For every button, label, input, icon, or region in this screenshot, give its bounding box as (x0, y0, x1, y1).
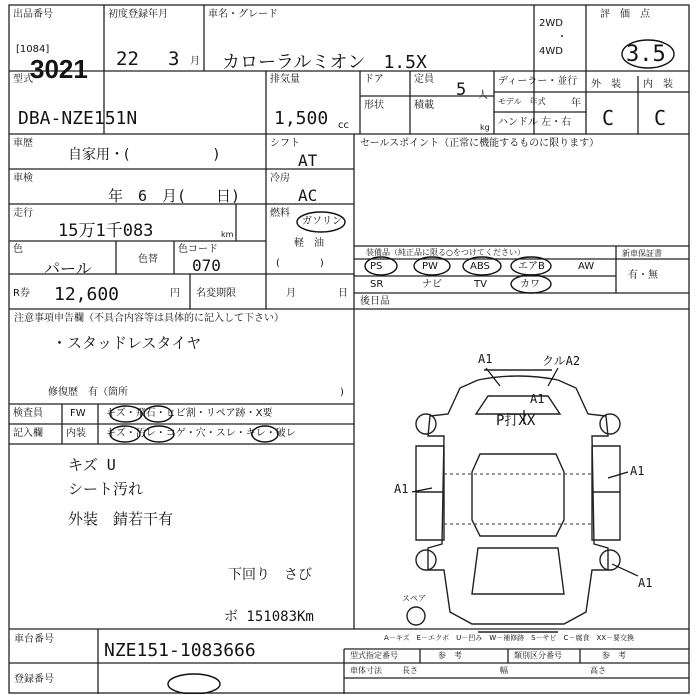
class-label: 類別区分番号 (514, 651, 562, 660)
dealer-label: ディーラー・並行 (498, 76, 578, 87)
notes-label: 注意事項申告欄（不具合内容等は具体的に記入して下さい） (14, 313, 284, 324)
fuel-gasoline: ガソリン (302, 216, 342, 227)
damage-a1-front: A1 (478, 352, 493, 366)
equip-leather: カワ (520, 279, 540, 290)
color-code-value: 070 (192, 256, 221, 275)
inspection-label: 車検 (13, 173, 33, 184)
interior-value: C (654, 106, 667, 130)
shape-label: 形状 (364, 100, 384, 111)
sales-point-label: セールスポイント（正常に機能するものに限ります） (360, 138, 600, 149)
fuel-other: ( ) (276, 258, 324, 269)
exterior-label: 外 装 (591, 79, 621, 90)
handle-label: ハンドル 左・右 (498, 117, 572, 128)
equip-tv: TV (474, 279, 487, 290)
lot-number: 3021 (30, 54, 88, 84)
history-label: 車歴 (13, 138, 33, 149)
mileage-unit: km (221, 230, 234, 239)
first-reg-month-unit: 月 (190, 56, 200, 67)
history-value: 自家用・( ) (68, 147, 219, 163)
repair-history-label: 修復歴 有（箇所 (48, 387, 128, 398)
recycle-label: R券 (13, 288, 30, 299)
name-change-label: 名変期限 (196, 288, 236, 299)
vin-value: NZE151-1083666 (104, 640, 256, 661)
lot-label: 出品番号 (13, 9, 53, 20)
first-reg-year: 22 (116, 48, 139, 70)
class-ref: 参 考 (602, 651, 626, 660)
recycle-value: 12,600 (54, 284, 120, 305)
drive-2wd: 2WD (539, 18, 563, 29)
equip-navi: ナビ (422, 279, 442, 290)
displacement-label: 排気量 (270, 74, 300, 85)
hand-note-mileage: ボ 151083Km (224, 609, 314, 625)
warranty-label: 新車保証書 (622, 249, 662, 258)
reg-number-label: 登録番号 (14, 674, 54, 685)
width-label: 幅 (500, 666, 508, 675)
inspector-label: 検査員 (13, 408, 43, 419)
fuel-label: 燃料 (270, 208, 290, 219)
capacity-label: 定員 (414, 74, 434, 85)
color-change-label: 色替 (138, 254, 158, 265)
color-value: パール (44, 259, 92, 278)
hand-note-seat-stain: シート汚れ (68, 480, 144, 498)
mileage-label: 走行 (13, 208, 33, 219)
inspection-sheet (8, 4, 690, 694)
ac-label: 冷房 (270, 173, 290, 184)
first-reg-month: 3 (168, 48, 180, 70)
car-damage-diagram (8, 4, 690, 694)
color-label: 色 (13, 244, 23, 255)
drive-dot: ・ (557, 32, 567, 43)
damage-legend: A－キズ E－エクボ U－凹み W－補修跡 S－サビ C－腐食 XX－要交換 (384, 634, 635, 642)
hand-note-exterior-rust: 外装 錆若干有 (68, 510, 174, 528)
displacement-value: 1,500 (274, 108, 329, 129)
drive-4wd: 4WD (539, 46, 563, 57)
grade-label: 評 価 点 (600, 9, 650, 20)
capacity-value: 5 (456, 80, 467, 100)
model-value: DBA-NZE151N (18, 108, 138, 129)
repair-history-close: ) (340, 387, 344, 398)
warranty-value: 有・無 (628, 270, 658, 281)
height-label: 高さ (590, 666, 606, 675)
equip-sr: SR (370, 279, 384, 290)
note-studless-tire: ・スタッドレスタイヤ (52, 334, 202, 352)
car-name-label: 車名・グレード (208, 9, 278, 20)
color-code-label: 色コード (178, 244, 218, 255)
car-name-value: カローラルミオン 1.5X (222, 52, 427, 73)
body-dim-label: 車体寸法 (350, 666, 382, 675)
load-label: 積載 (414, 100, 434, 111)
mileage-value: 15万1千083 (58, 221, 154, 241)
displacement-unit: cc (338, 120, 349, 131)
shift-label: シフト (270, 138, 300, 149)
load-unit: kg (480, 123, 490, 132)
interior-label: 内 装 (643, 79, 673, 90)
damage-a1-left: A1 (394, 482, 409, 496)
equip-aw: AW (578, 261, 595, 272)
equip-ps: PS (370, 261, 383, 272)
recycle-unit: 円 (170, 288, 180, 299)
damage-a1-right: A1 (630, 464, 645, 478)
equip-airbag: エアB (518, 261, 545, 272)
model-year-label: モデル 年式 (498, 97, 546, 106)
model-year-unit: 年 (571, 98, 581, 109)
length-label: 長さ (402, 666, 418, 675)
vin-label: 車台番号 (14, 634, 54, 645)
fw-items: キズ・飛石・ヒビ割・リペア跡・X要 (106, 408, 273, 419)
type-spec-label: 型式指定番号 (350, 651, 398, 660)
inspector-entry-label: 記入欄 (13, 428, 43, 439)
rear-item-label: 後日品 (360, 296, 390, 307)
equip-pw: PW (422, 261, 438, 272)
equipment-label: 装備品（純正品に限る○をつけてください） (366, 248, 525, 257)
exterior-value: C (602, 106, 615, 130)
capacity-unit: 人 (478, 90, 488, 101)
equip-abs: ABS (470, 261, 490, 272)
damage-a1-rear-right: A1 (638, 576, 653, 590)
inspection-value: 年 6 月( 日) (108, 187, 241, 205)
damage-a1-roof: A1 (530, 392, 545, 406)
interior-items: キズ・汚レ・コゲ・穴・スレ・キレ・破レ (106, 428, 296, 439)
door-label: ドア (364, 74, 384, 85)
shift-value: AT (298, 151, 318, 170)
damage-roof-note: P打XX (496, 413, 536, 429)
damage-front-right: クルA2 (542, 354, 581, 368)
fuel-diesel: 軽 油 (294, 238, 324, 249)
grade-value: 3.5 (626, 42, 666, 67)
model-label: 型式 (13, 74, 33, 85)
first-reg-label: 初度登録年月 (108, 9, 168, 20)
fw-label: FW (70, 408, 86, 419)
spare-label: スペア (402, 594, 426, 603)
name-change-month: 月 (286, 288, 296, 299)
interior-inspect-label: 内装 (66, 428, 86, 439)
hand-note-scratch: キズ U (68, 456, 116, 474)
hand-note-underbody-rust: 下回り さび (228, 567, 312, 583)
ac-value: AC (298, 186, 318, 205)
lot-sub-number: [1084] (16, 44, 50, 55)
name-change-day: 日 (338, 288, 348, 299)
type-ref: 参 考 (438, 651, 462, 660)
